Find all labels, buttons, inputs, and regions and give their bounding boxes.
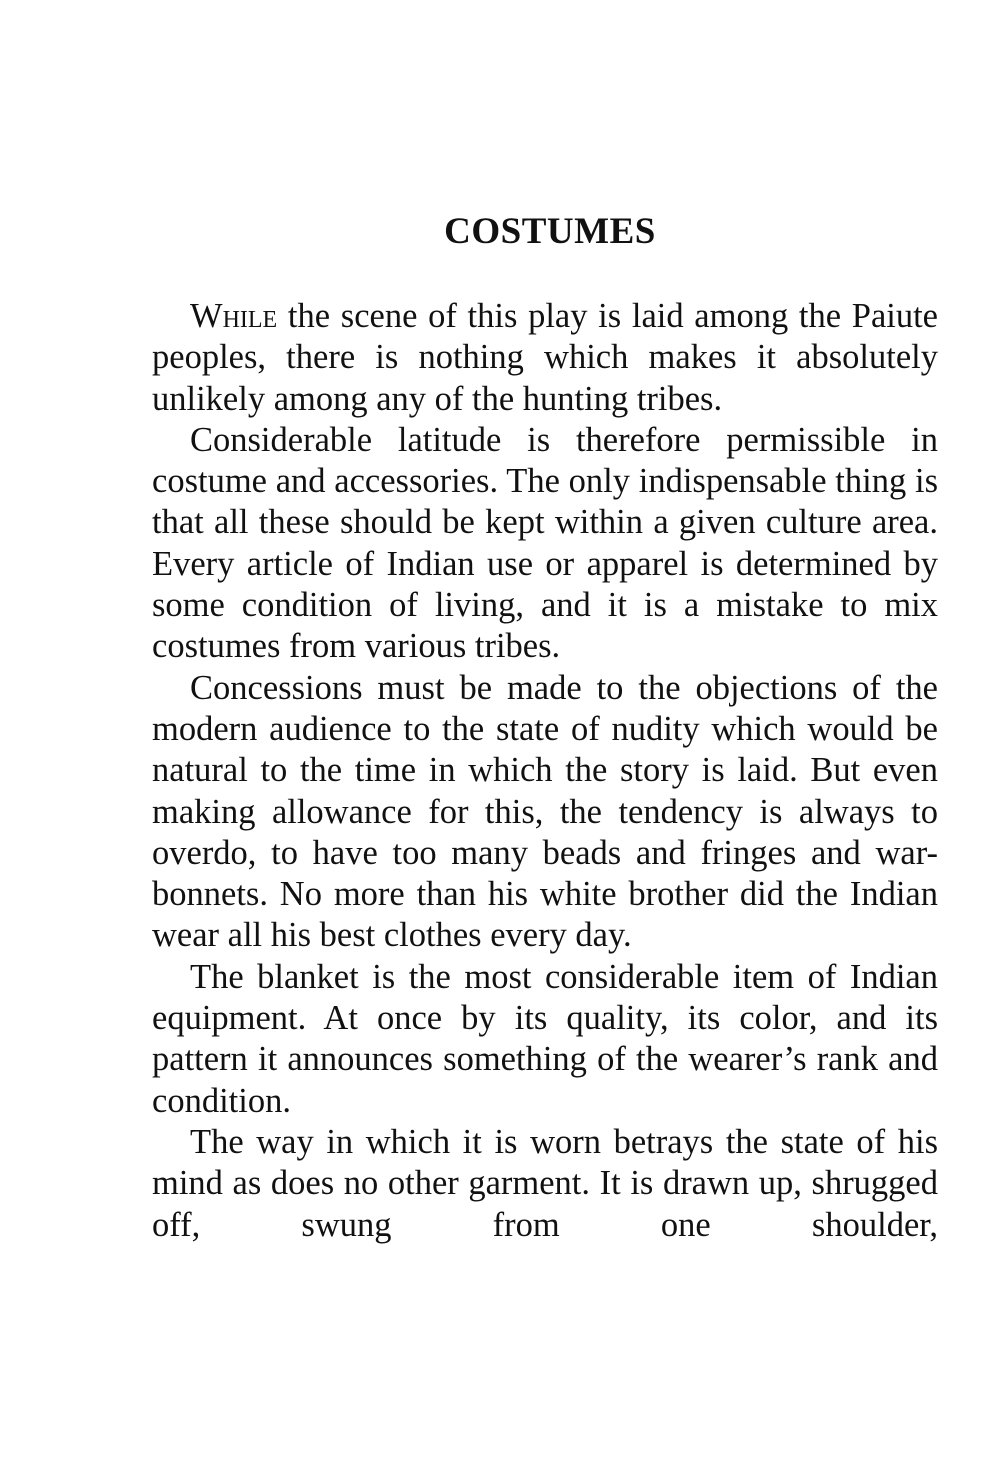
paragraph-3: Concessions must be made to the objections of the modern audience to the state of nudity which would be natural to the time in which the story is laid. But even making allowance for this, the tendency is always to overdo, to have too many beads and fringes and war-bonnets. No more than his white brother did the Indian wear all his best clothes every day. [152, 668, 938, 955]
paragraph-2: Considerable latitude is therefore permissible in costume and accessories. The only indispensable thing is that all these should be kept within a given culture area. Every article of Indian use or apparel is determined by some condition of living, and it is a mistake to mix costumes from various tribes. [152, 420, 938, 666]
paragraph-lead-word: While [190, 297, 278, 335]
paragraph-4: The blanket is the most considerable item of Indian equipment. At once by its quality, its color, and its pattern it announces something of the wearer’s rank and condition. [152, 957, 938, 1120]
paragraph-text: the scene of this play is laid among the Paiute peoples, there is nothing which makes it absolutely unlikely among any of the hunting tribes. [152, 297, 938, 418]
paragraph-5: The way in which it is worn betrays the state of his mind as does no other garment. It is drawn up, shrugged off, swung from one shoulder, [152, 1122, 938, 1244]
paragraph-1 [152, 296, 938, 420]
book-page [152, 210, 938, 1246]
chapter-title: COSTUMES [444, 211, 656, 252]
